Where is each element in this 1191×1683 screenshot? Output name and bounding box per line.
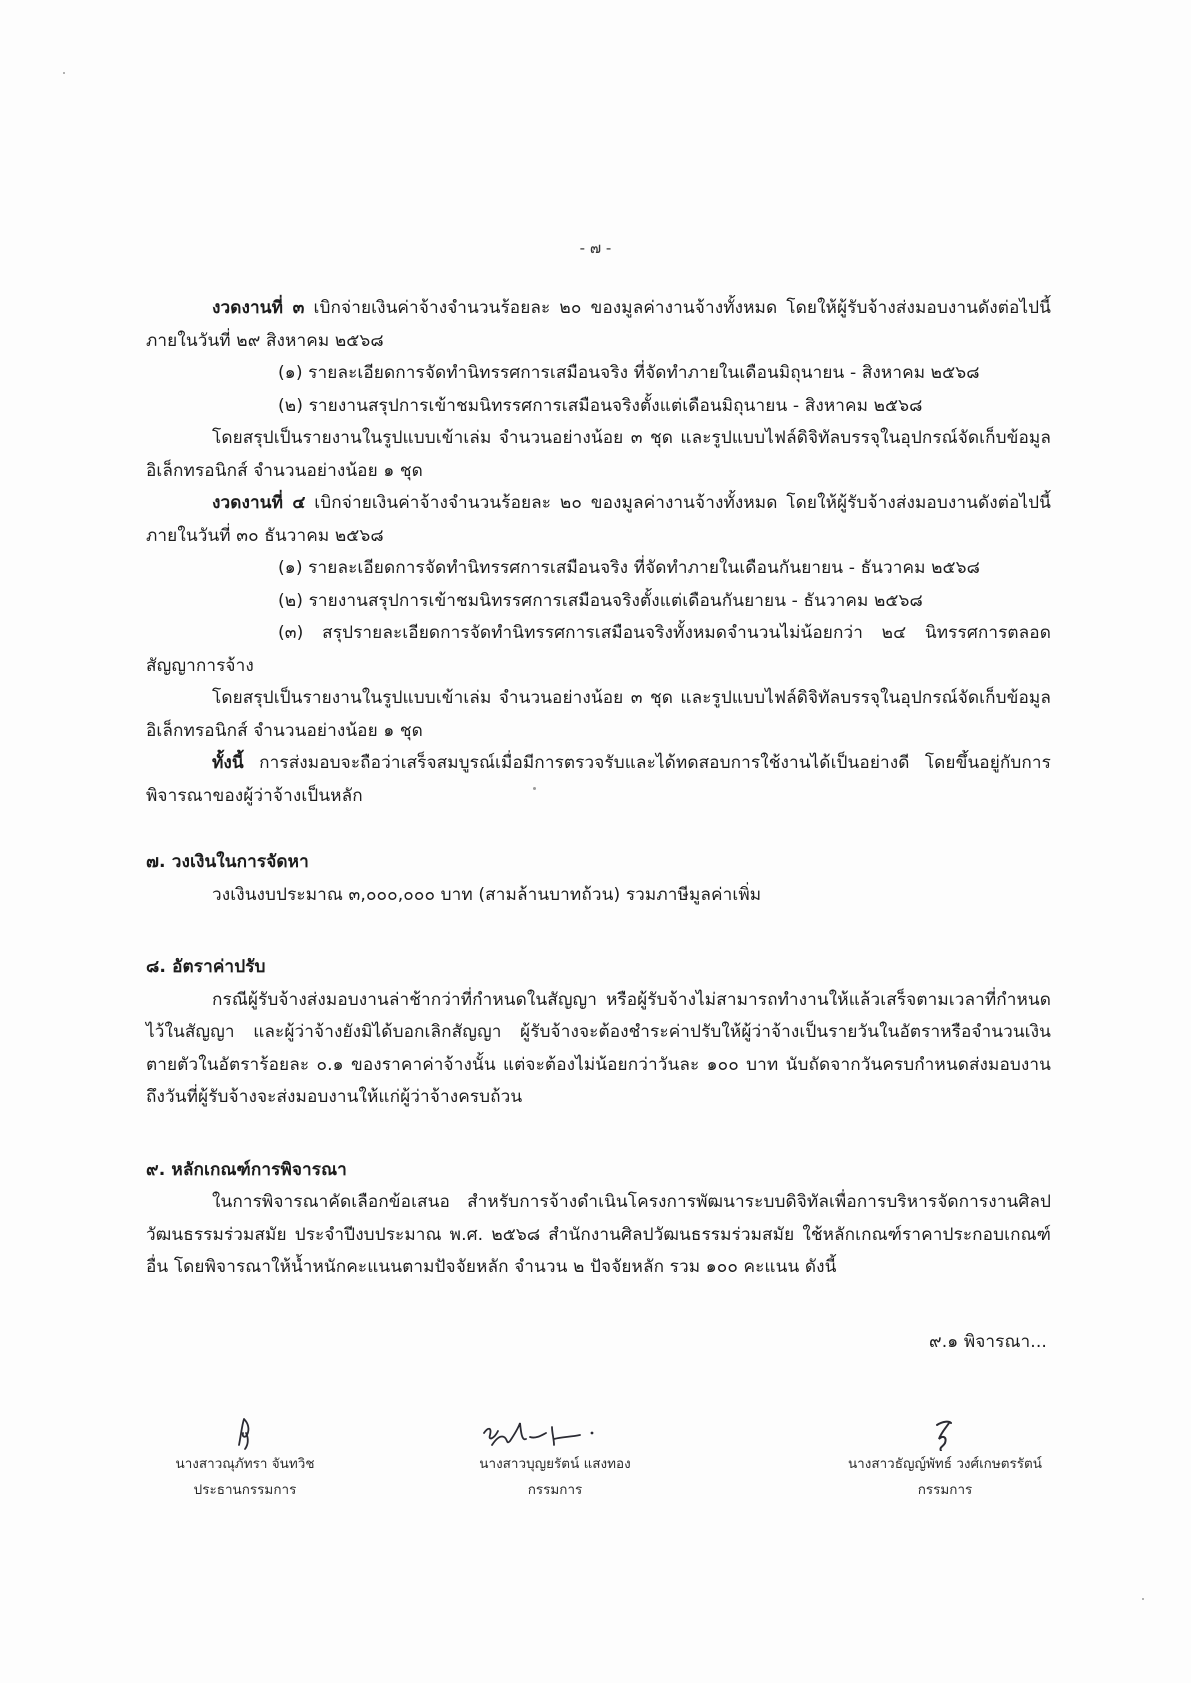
section-9-heading: ๙. หลักเกณฑ์การพิจารณา — [146, 1159, 347, 1180]
scan-speck — [533, 787, 536, 790]
signatory-2 — [450, 1415, 660, 1503]
installment-4-item-2: (๒) รายงานสรุปการเข้าชมนิทรรศการเสมือนจริงตั้งแต่เดือนกันยายน - ธันวาคม ๒๕๖๘ — [278, 590, 923, 611]
signatory-1-title: ประธานกรรมการ — [193, 1482, 297, 1498]
installment-4-item-1: (๑) รายละเอียดการจัดทำนิทรรศการเสมือนจริง ที่จัดทำภายในเดือนกันยายน - ธันวาคม ๒๕๖๘ — [278, 558, 981, 578]
signature-2-image — [470, 1415, 640, 1451]
signatory-2-title: กรรมการ — [527, 1482, 583, 1498]
installment-3-item-2: (๒) รายงานสรุปการเข้าชมนิทรรศการเสมือนจริงตั้งแต่เดือนมิถุนายน - สิงหาคม ๒๕๖๘ — [278, 395, 923, 416]
signature-3-image — [915, 1415, 975, 1451]
signatory-3-name: นางสาวธัญญ์พัทธ์ วงศ์เกษตรรัตน์ — [847, 1456, 1043, 1472]
section-7-heading: ๗. วงเงินในการจัดหา — [146, 852, 309, 872]
scan-speck — [63, 72, 65, 74]
installment-3-summary: โดยสรุปเป็นรายงานในรูปแบบเข้าเล่ม จำนวนอย่างน้อย ๓ ชุด และรูปแบบไฟล์ดิจิทัลบรรจุในอุปกรณ์จัดเก็บข้อมูลอิเล็กทรอนิกส์ จำนวนอย่างน้อย ๑ ชุด — [146, 428, 1051, 481]
installment-3-paragraph — [146, 292, 1051, 357]
installment-3-item-1: (๑) รายละเอียดการจัดทำนิทรรศการเสมือนจริง ที่จัดทำภายในเดือนมิถุนายน - สิงหาคม ๒๕๖๘ — [278, 363, 980, 383]
installment-3-text: เบิกจ่ายเงินค่าจ้างจำนวนร้อยละ ๒๐ ของมูลค่างานจ้างทั้งหมด โดยให้ผู้รับจ้างส่งมอบงานดังต่อไปนี้ภายในวันที่ ๒๙ สิงหาคม ๒๕๖๘ — [146, 298, 1051, 351]
section-7-text: วงเงินงบประมาณ ๓,๐๐๐,๐๐๐ บาท (สามล้านบาทถ้วน) รวมภาษีมูลค่าเพิ่ม — [212, 884, 762, 905]
signature-block — [0, 1415, 1191, 1515]
signatory-1-name: นางสาวณุภัทรา จันทวิช — [175, 1456, 315, 1472]
section-8-text: กรณีผู้รับจ้างส่งมอบงานล่าช้ากว่าที่กำหนดในสัญญา หรือผู้รับจ้างไม่สามารถทำงานให้แล้วเสร็จตามเวลาที่กำหนดไว้ในสัญญา และผู้ว่าจ้างยังมิได้บอกเลิกสัญญา ผู้รับจ้างจะต้องชำระค่าปรับให้ผู้ว่าจ้างเป็นรายวันในอัตราหรือจำนวนเงินตายตัวในอัตราร้อยละ ๐.๑ ของราคาค่าจ้างนั้น แต่จะต้องไม่น้อยกว่าวันละ ๑๐๐ บาท นับถัดจากวันครบกำหนดส่งมอบงาน ถึงวันที่ผู้รับจ้างจะส่งมอบงานให้แก่ผู้ว่าจ้างครบถ้วน — [146, 989, 1051, 1107]
continued-marker: ๙.๑ พิจารณา... — [929, 1331, 1047, 1352]
installment-4-paragraph — [146, 487, 1051, 552]
signatory-3 — [830, 1415, 1060, 1503]
signatory-2-name: นางสาวบุญยรัตน์ แสงทอง — [479, 1456, 631, 1472]
installment-4-summary: โดยสรุปเป็นรายงานในรูปแบบเข้าเล่ม จำนวนอย่างน้อย ๓ ชุด และรูปแบบไฟล์ดิจิทัลบรรจุในอุปกรณ์จัดเก็บข้อมูลอิเล็กทรอนิกส์ จำนวนอย่างน้อย ๑ ชุด — [146, 688, 1051, 741]
installment-4-label: งวดงานที่ ๔ — [212, 493, 306, 513]
page-number: - ๗ - — [579, 239, 612, 257]
section-9-text: ในการพิจารณาคัดเลือกข้อเสนอ สำหรับการจ้างดำเนินโครงการพัฒนาระบบดิจิทัลเพื่อการบริหารจัดการงานศิลปวัฒนธรรมร่วมสมัย ประจำปีงบประมาณ พ.ศ. ๒๕๖๘ สำนักงานศิลปวัฒนธรรมร่วมสมัย ใช้หลักเกณฑ์ราคาประกอบเกณฑ์อื่น โดยพิจารณาให้น้ำหนักคะแนนตามปัจจัยหลัก จำนวน ๒ ปัจจัยหลัก รวม ๑๐๐ คะแนน ดังนี้ — [146, 1192, 1051, 1277]
document-body — [146, 292, 1051, 1358]
scan-speck — [1142, 1598, 1144, 1600]
signatory-1 — [150, 1415, 340, 1503]
installment-3-label: งวดงานที่ ๓ — [212, 298, 305, 318]
installment-4-item-3: (๓) สรุปรายละเอียดการจัดทำนิทรรศการเสมือนจริงทั้งหมดจำนวนไม่น้อยกว่า ๒๔ นิทรรศการตลอดสัญญาการจ้าง — [146, 623, 1051, 676]
delivery-note — [146, 747, 1051, 812]
signatory-3-title: กรรมการ — [917, 1482, 973, 1498]
signature-1-image — [215, 1415, 275, 1451]
delivery-note-text: การส่งมอบจะถือว่าเสร็จสมบูรณ์เมื่อมีการตรวจรับและได้ทดสอบการใช้งานได้เป็นอย่างดี โดยขึ้นอยู่กับการพิจารณาของผู้ว่าจ้างเป็นหลัก — [146, 753, 1051, 806]
delivery-note-label: ทั้งนี้ — [212, 753, 244, 773]
installment-4-text: เบิกจ่ายเงินค่าจ้างจำนวนร้อยละ ๒๐ ของมูลค่างานจ้างทั้งหมด โดยให้ผู้รับจ้างส่งมอบงานดังต่อไปนี้ภายในวันที่ ๓๐ ธันวาคม ๒๕๖๘ — [146, 493, 1051, 546]
section-8-heading: ๘. อัตราค่าปรับ — [146, 957, 266, 977]
